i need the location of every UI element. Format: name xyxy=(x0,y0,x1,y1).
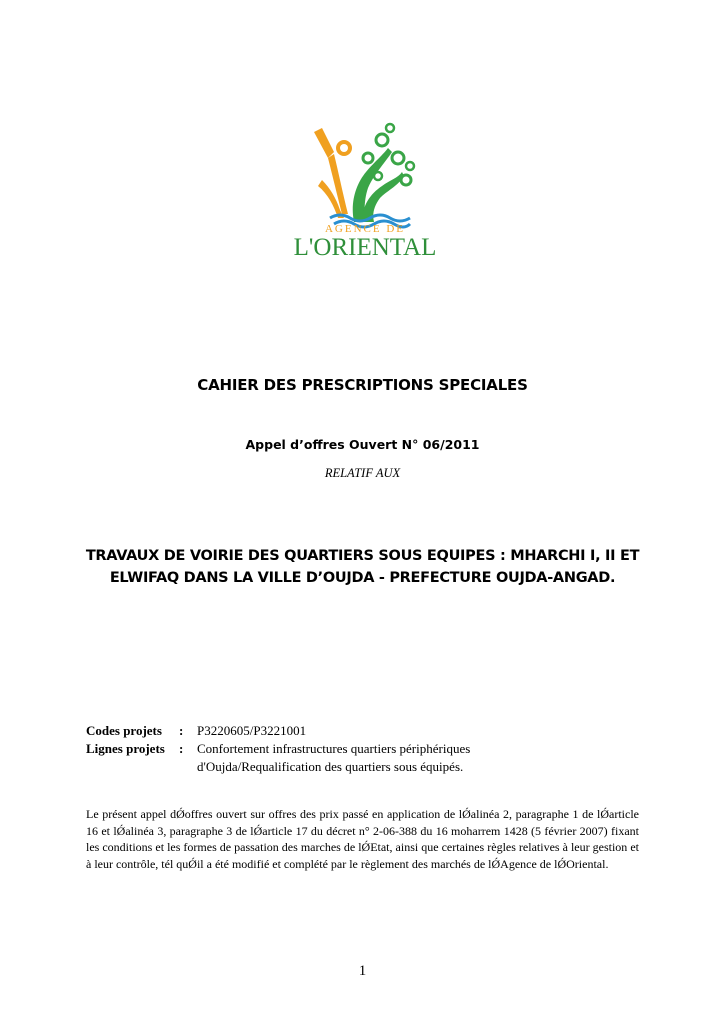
tender-reference: Appel d’offres Ouvert N° 06/2011 xyxy=(245,437,480,452)
logo-text-agence: AGENCE DE xyxy=(324,223,406,235)
codes-colon: : xyxy=(179,723,184,738)
codes-row xyxy=(86,722,646,740)
agence-oriental-logo xyxy=(270,118,460,268)
project-title xyxy=(60,545,665,589)
lignes-colon: : xyxy=(179,741,184,756)
project-title-line-2: ELWIFAQ DANS LA VILLE D’OUJDA - PREFECTURE OUJDA-ANGAD. xyxy=(109,570,616,586)
project-codes-block xyxy=(86,722,646,776)
lignes-value-line-1: Confortement infrastructures quartiers périphériques xyxy=(197,741,471,756)
codes-label: Codes projets xyxy=(86,723,162,738)
lignes-value-line-2: d'Oujda/Requalification des quartiers sous équipés. xyxy=(197,759,464,774)
lignes-label: Lignes projets xyxy=(86,741,165,756)
intro-paragraph: Le présent appel dǾoffres ouvert sur offres des prix passé en application de lǾalinéa 2, paragraphe 1 de lǾarticle 16 et lǾalinéa 3, paragraphe 3 de lǾarticle 17 du décret n° 2-06-388 du 16 moharrem 1428 (5 février 2007) fixant les conditions et les formes de passation des marches de lǾEtat, ainsi que certaines règles relatives à leur gestion et à leur contrôle, tél quǾil a été modifié et complété par le règlement des marchés de lǾAgence de lǾOriental. xyxy=(86,807,639,871)
logo-text-oriental: L'ORIENTAL xyxy=(293,234,437,261)
codes-value: P3220605/P3221001 xyxy=(197,723,307,738)
relatif-label: RELATIF AUX xyxy=(324,466,401,480)
document-title: CAHIER DES PRESCRIPTIONS SPECIALES xyxy=(197,376,528,394)
lignes-row xyxy=(86,740,646,758)
project-title-line-1: TRAVAUX DE VOIRIE DES QUARTIERS SOUS EQUIPES : MHARCHI I, II ET xyxy=(85,548,640,564)
page-number: 1 xyxy=(358,963,367,979)
